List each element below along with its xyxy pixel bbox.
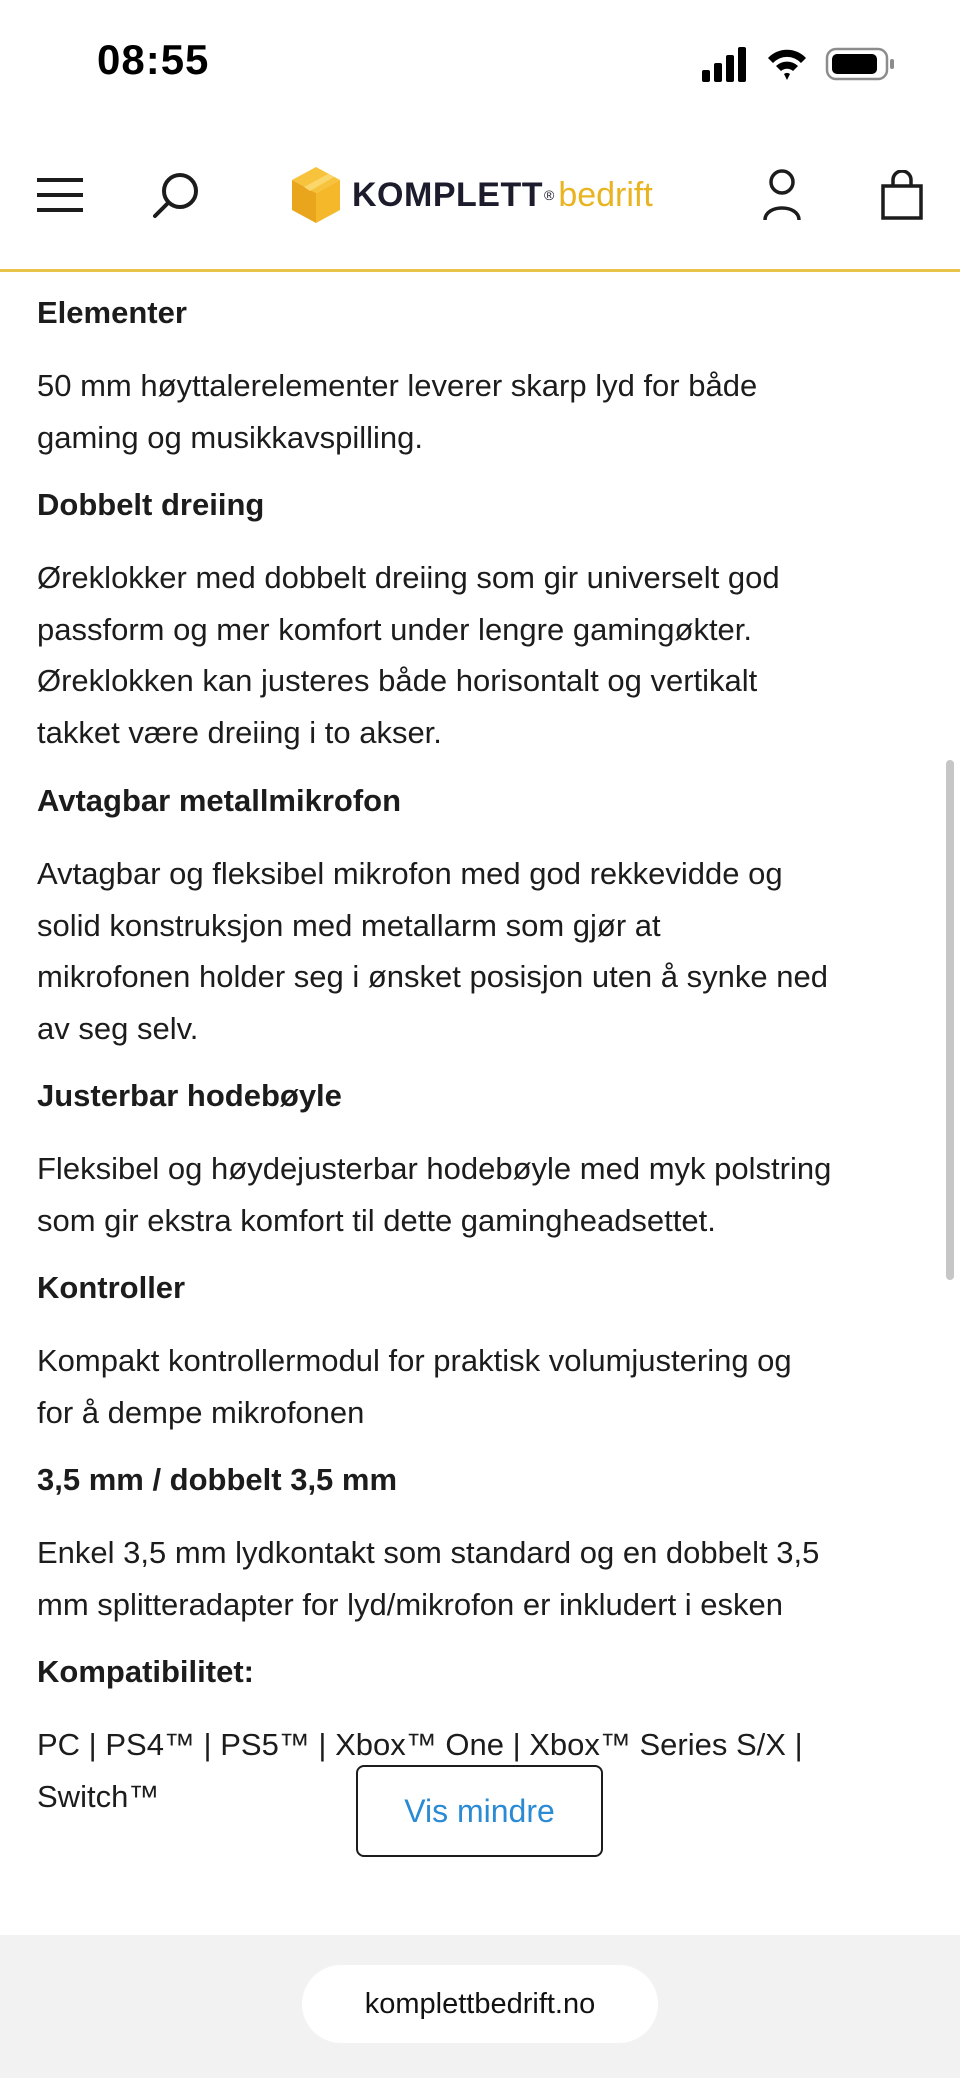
show-less-button[interactable]: Vis mindre xyxy=(356,1765,603,1857)
section-kontroller xyxy=(37,1267,927,1438)
account-button[interactable] xyxy=(752,165,812,225)
browser-bottom-bar xyxy=(0,1935,960,2078)
section-heading: Elementer xyxy=(37,295,187,330)
section-text xyxy=(37,1143,927,1246)
section-text xyxy=(37,848,927,1054)
text-line: gaming og musikkavspilling. xyxy=(37,419,423,455)
text-line: Switch™ xyxy=(37,1778,160,1814)
section-elementer xyxy=(37,292,927,463)
section-justerbar-hodeboyle xyxy=(37,1075,927,1246)
section-text xyxy=(37,1527,927,1630)
section-text xyxy=(37,1335,927,1438)
scrollbar-thumb[interactable] xyxy=(946,760,954,1280)
battery-icon xyxy=(827,49,894,79)
section-lydkontakt xyxy=(37,1459,927,1630)
url-bar[interactable]: komplettbedrift.no xyxy=(302,1965,658,2043)
text-line: Kompakt kontrollermodul for praktisk volumjustering og xyxy=(37,1343,792,1378)
cart-button[interactable] xyxy=(872,165,932,225)
section-heading: Justerbar hodebøyle xyxy=(37,1078,342,1113)
text-line: som gir ekstra komfort til dette gamingheadsettet. xyxy=(37,1202,716,1238)
menu-icon xyxy=(37,177,83,213)
komplett-bedrift-logo[interactable] xyxy=(290,163,653,227)
text-line: passform og mer komfort under lengre gamingøkter. xyxy=(37,611,753,647)
text-line: Avtagbar og fleksibel mikrofon med god rekkevidde og xyxy=(37,856,783,891)
signal-icon xyxy=(702,47,746,82)
text-line: mikrofonen holder seg i ønsket posisjon uten å synke ned xyxy=(37,959,828,994)
section-heading: Dobbelt dreiing xyxy=(37,487,265,522)
text-line: mm splitteradapter for lyd/mikrofon er inkludert i esken xyxy=(37,1586,784,1622)
text-line: solid konstruksjon med metallarm som gjør at xyxy=(37,907,661,943)
text-line: Fleksibel og høydejusterbar hodebøyle med myk polstring xyxy=(37,1151,832,1186)
logo-cube-icon xyxy=(290,165,342,225)
section-heading: Avtagbar metallmikrofon xyxy=(37,783,402,818)
status-icons xyxy=(702,44,896,84)
site-header xyxy=(0,115,960,272)
text-line: Øreklokker med dobbelt dreiing som gir universelt god xyxy=(37,560,780,595)
section-dobbelt-dreiing xyxy=(37,484,927,758)
logo-word: KOMPLETT xyxy=(352,175,543,214)
section-text xyxy=(37,552,927,758)
section-text xyxy=(37,360,927,463)
wifi-icon xyxy=(768,50,806,80)
section-heading: Kompatibilitet: xyxy=(37,1654,254,1689)
menu-button[interactable] xyxy=(30,165,90,225)
text-line: 50 mm høyttalerelementer leverer skarp lyd for både xyxy=(37,368,758,403)
section-heading: Kontroller xyxy=(37,1270,186,1305)
text-line: av seg selv. xyxy=(37,1010,199,1046)
text-line: for å dempe mikrofonen xyxy=(37,1394,365,1430)
text-line: takket være dreiing i to akser. xyxy=(37,714,442,750)
logo-suffix: bedrift xyxy=(558,175,653,214)
text-line: Øreklokken kan justeres både horisontalt og vertikalt xyxy=(37,663,758,698)
logo-registered-mark: ® xyxy=(543,187,555,203)
text-line: Enkel 3,5 mm lydkontakt som standard og en dobbelt 3,5 xyxy=(37,1535,820,1570)
text-line: PC | PS4™ | PS5™ | Xbox™ One | Xbox™ Series S/X | xyxy=(37,1727,803,1762)
search-icon xyxy=(151,170,201,220)
cart-icon xyxy=(881,170,923,220)
search-button[interactable] xyxy=(146,165,206,225)
status-bar xyxy=(0,0,960,115)
section-heading: 3,5 mm / dobbelt 3,5 mm xyxy=(37,1462,398,1497)
status-time: 08:55 xyxy=(97,36,210,83)
account-icon xyxy=(762,168,802,222)
section-avtagbar-metallmikrofon xyxy=(37,780,927,1054)
